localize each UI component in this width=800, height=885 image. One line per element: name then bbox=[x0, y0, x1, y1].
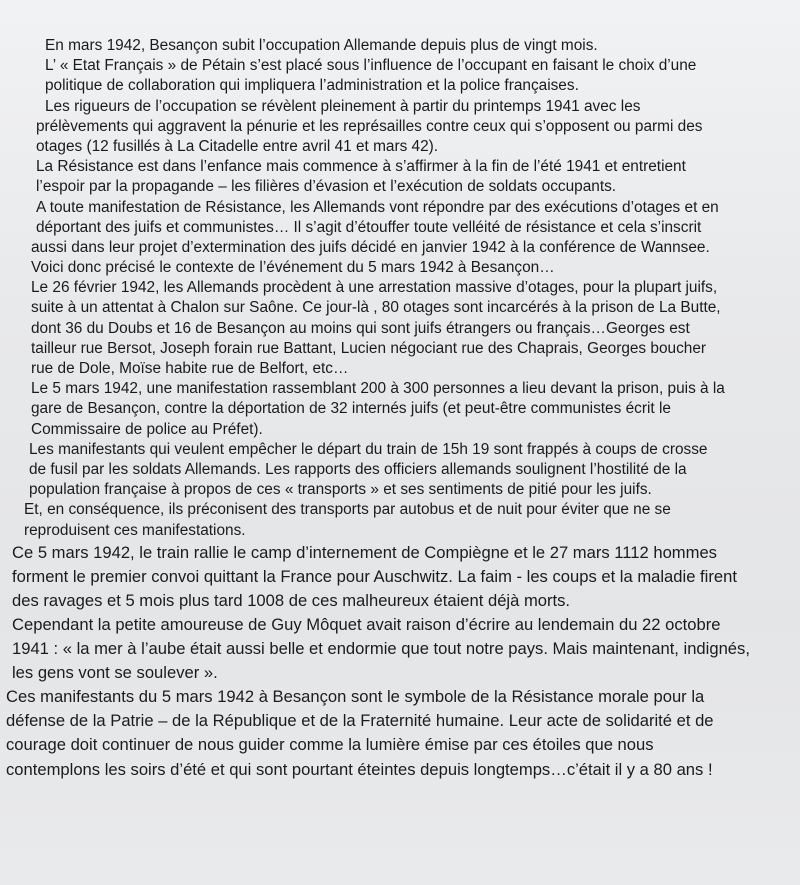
text-line: L’ « Etat Français » de Pétain s’est placé sous l’influence de l’occupant en faisant le choix d’une bbox=[45, 57, 697, 75]
text-line: Cependant la petite amoureuse de Guy Môquet avait raison d’écrire au lendemain du 22 octobre bbox=[12, 614, 721, 634]
text-line: Commissaire de police au Préfet). bbox=[31, 420, 263, 438]
text-line: Les manifestants qui veulent empêcher le départ du train de 15h 19 sont frappés à coups de crosse bbox=[29, 440, 708, 458]
text-line: 1941 : « la mer à l’aube était aussi belle et endormie que tout notre pays. Mais maintenant, indignés, bbox=[12, 639, 750, 659]
text-line: prélèvements qui aggravent la pénurie et les représailles contre ceux qui s’opposent ou parmi des bbox=[36, 117, 703, 135]
text-line: A toute manifestation de Résistance, les Allemands vont répondre par des exécutions d’otages et en bbox=[36, 198, 719, 216]
text-line: otages (12 fusillés à La Citadelle entre avril 41 et mars 42). bbox=[36, 137, 439, 155]
text-line: les gens vont se soulever ». bbox=[12, 663, 218, 683]
text-line: Le 5 mars 1942, une manifestation rassemblant 200 à 300 personnes a lieu devant la prison, puis à la bbox=[31, 380, 725, 398]
text-line: Voici donc précisé le contexte de l’événement du 5 mars 1942 à Besançon… bbox=[31, 259, 555, 277]
text-line: dont 36 du Doubs et 16 de Besançon au moins qui sont juifs étrangers ou français…Georges est bbox=[31, 319, 690, 337]
text-line: Et, en conséquence, ils préconisent des transports par autobus et de nuit pour éviter que ne se bbox=[24, 501, 671, 519]
text-line: La Résistance est dans l’enfance mais commence à s’affirmer à la fin de l’été 1941 et entretient bbox=[36, 158, 686, 176]
text-line: politique de collaboration qui impliquera l’administration et la police françaises. bbox=[45, 77, 579, 95]
text-line: aussi dans leur projet d’extermination des juifs décidé en janvier 1942 à la conférence de Wannsee. bbox=[31, 238, 710, 256]
text-line: En mars 1942, Besançon subit l’occupation Allemande depuis plus de vingt mois. bbox=[45, 37, 598, 54]
text-line: Ces manifestants du 5 mars 1942 à Besançon sont le symbole de la Résistance morale pour la bbox=[6, 687, 705, 707]
text-line: de fusil par les soldats Allemands. Les rapports des officiers allemands soulignent l’hostilité de la bbox=[29, 460, 687, 478]
text-line: Le 26 février 1942, les Allemands procèdent à une arrestation massive d’otages, pour la plupart juifs, bbox=[31, 279, 718, 297]
text-line: courage doit continuer de nous guider comme la lumière émise par ces étoiles que nous bbox=[6, 735, 654, 755]
text-line: rue de Dole, Moïse habite rue de Belfort, etc… bbox=[31, 360, 349, 377]
text-line: suite à un attentat à Chalon sur Saône. Ce jour-là , 80 otages sont incarcérés à la prison de La Butte, bbox=[31, 299, 721, 317]
text-line: contemplons les soirs d’été et qui sont pourtant éteintes depuis longtemps…c’était il y a 80 ans ! bbox=[6, 759, 713, 779]
text-line: gare de Besançon, contre la déportation de 32 internés juifs (et peut-être communistes écrit le bbox=[31, 400, 671, 418]
text-line: Ce 5 mars 1942, le train rallie le camp d’internement de Compiègne et le 27 mars 1112 hommes bbox=[12, 542, 717, 562]
text-line: Les rigueurs de l’occupation se révèlent pleinement à partir du printemps 1941 avec les bbox=[45, 97, 641, 115]
text-line: forment le premier convoi quittant la France pour Auschwitz. La faim - les coups et la maladie firent bbox=[12, 566, 737, 586]
text-line: défense de la Patrie – de la République et de la Fraternité humaine. Leur acte de solidarité et de bbox=[6, 711, 714, 731]
text-line: reproduisent ces manifestations. bbox=[24, 521, 246, 539]
text-line: population française à propos de ces « transports » et ses sentiments de pitié pour les juifs. bbox=[29, 481, 652, 499]
document-text bbox=[0, 36, 800, 782]
text-line: déportant des juifs et communistes… Il s’agit d’étouffer toute velléité de résistance et cela s’inscrit bbox=[36, 218, 702, 236]
text-line: l’espoir par la propagande – les filières d’évasion et l’exécution de soldats occupants. bbox=[36, 178, 617, 196]
text-line: des ravages et 5 mois plus tard 1008 de ces malheureux étaient déjà morts. bbox=[12, 590, 571, 610]
text-line: tailleur rue Bersot, Joseph forain rue Battant, Lucien négociant rue des Chaprais, Georges boucher bbox=[31, 339, 707, 357]
